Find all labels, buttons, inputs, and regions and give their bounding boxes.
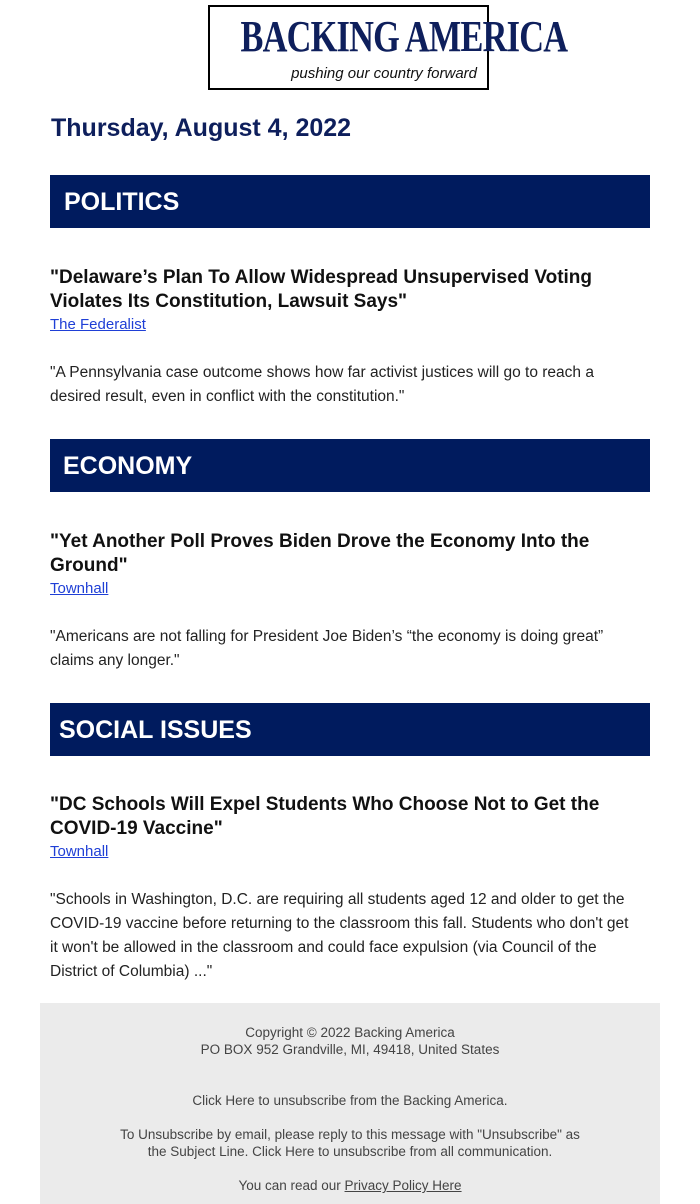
privacy-prefix: You can read our [238, 1178, 345, 1193]
article-source-link[interactable]: The Federalist [50, 316, 146, 333]
headline-line: Violates Its Constitution, Lawsuit Says" [50, 291, 408, 312]
excerpt-line: "Schools in Washington, D.C. are requiring all students aged 12 and older to get the [50, 891, 625, 908]
section-header-social-issues [50, 703, 650, 756]
article-excerpt [50, 361, 650, 409]
excerpt-line: District of Columbia) ..." [50, 963, 213, 980]
article-headline [50, 793, 650, 841]
excerpt-line: it won't be allowed in the classroom and could face expulsion (via Council of the [50, 939, 597, 956]
footer [40, 1003, 660, 1204]
section-label: ECONOMY [63, 452, 193, 480]
footer-privacy [40, 1177, 660, 1194]
article-headline [50, 266, 650, 314]
article-source-link[interactable]: Townhall [50, 843, 109, 860]
article-excerpt [50, 625, 650, 673]
excerpt-line: desired result, even in conflict with the constitution." [50, 388, 405, 405]
excerpt-line: "A Pennsylvania case outcome shows how far activist justices will go to reach a [50, 364, 594, 381]
footer-copyright: Copyright © 2022 Backing America [245, 1025, 455, 1040]
section-label: POLITICS [64, 188, 180, 216]
headline-line: COVID-19 Vaccine" [50, 818, 223, 839]
section-header-economy [50, 439, 650, 492]
privacy-policy-link[interactable]: Privacy Policy Here [344, 1178, 462, 1193]
headline-line: Ground" [50, 555, 128, 576]
headline-line: "Delaware’s Plan To Allow Widespread Unsupervised Voting [50, 267, 593, 288]
section-header-politics [50, 175, 650, 228]
excerpt-line: "Americans are not falling for President Joe Biden’s “the economy is doing great” [50, 628, 604, 645]
footer-email-unsubscribe: To Unsubscribe by email, please reply to this message with "Unsubscribe" as [120, 1127, 580, 1142]
excerpt-line: COVID-19 vaccine before returning to the classroom this fall. Students who don't get [50, 915, 629, 932]
headline-line: "DC Schools Will Expel Students Who Choose Not to Get the [50, 794, 600, 815]
newsletter-date: Thursday, August 4, 2022 [51, 114, 352, 142]
footer-email-unsubscribe[interactable]: the Subject Line. Click Here to unsubscribe from all communication. [147, 1144, 553, 1159]
logo [208, 5, 568, 90]
excerpt-line: claims any longer." [50, 652, 180, 669]
article-source-link[interactable]: Townhall [50, 580, 109, 597]
footer-unsubscribe-link[interactable]: Click Here to unsubscribe from the Backing America. [192, 1093, 508, 1108]
footer-address: PO BOX 952 Grandville, MI, 49418, United States [200, 1042, 500, 1057]
headline-line: "Yet Another Poll Proves Biden Drove the Economy Into the [50, 531, 590, 552]
logo-title: BACKING AMERICA [240, 12, 568, 61]
logo-tagline: pushing our country forward [291, 65, 477, 82]
section-label: SOCIAL ISSUES [59, 716, 252, 744]
article-excerpt [50, 888, 650, 984]
article-headline [50, 530, 650, 578]
